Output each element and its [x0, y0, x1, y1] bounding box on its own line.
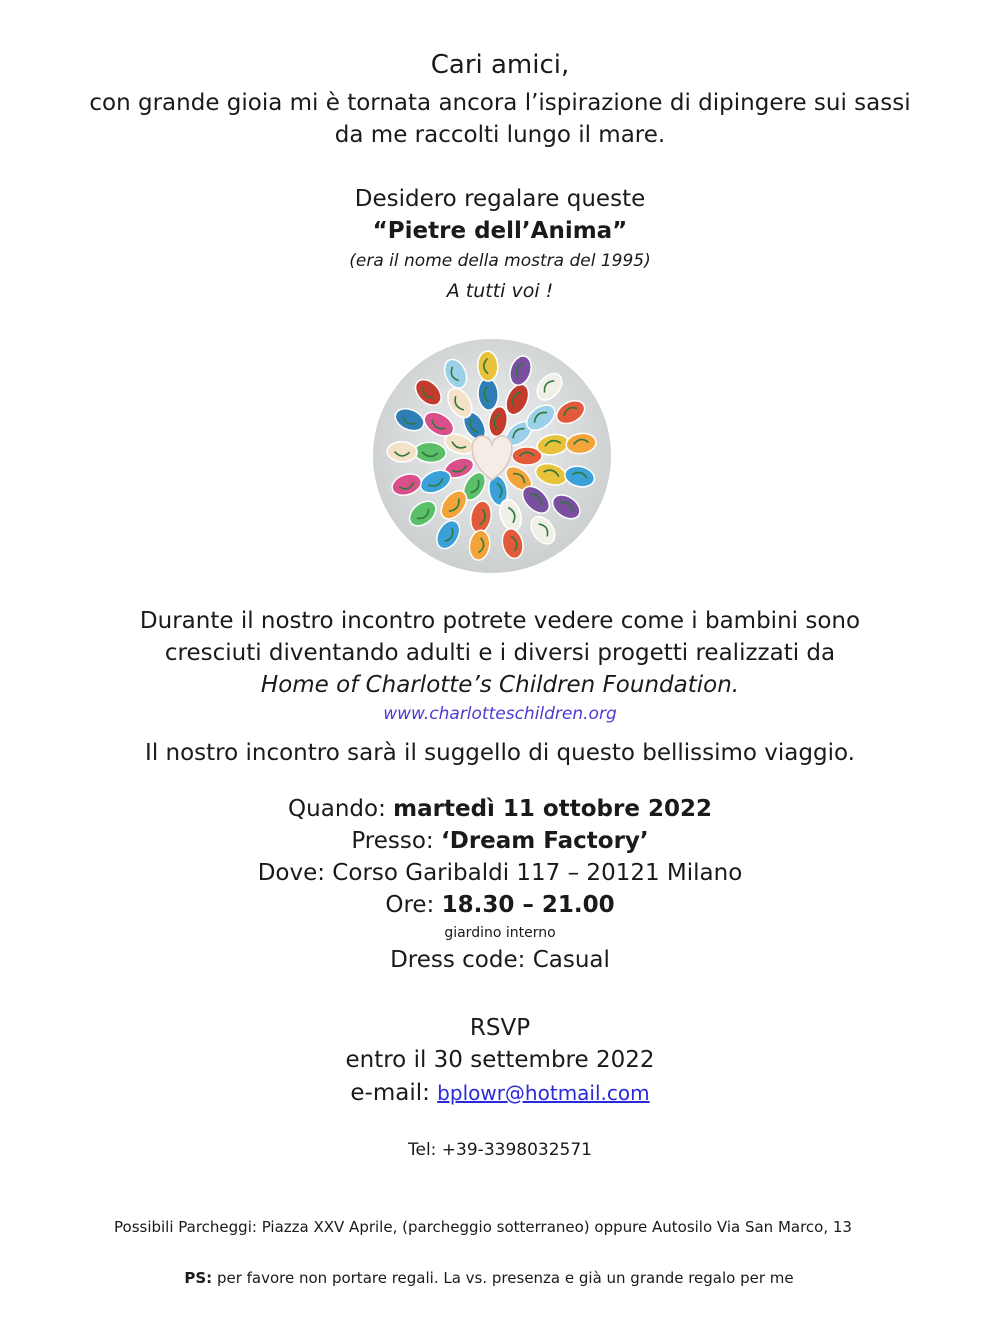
event-when: [0, 796, 1000, 822]
closing-line: Il nostro incontro sarà il suggello di questo bellissimo viaggio.: [145, 740, 855, 766]
rsvp-email: [0, 1080, 1000, 1106]
foundation-name: Home of Charlotte’s Children Foundation.: [260, 672, 740, 698]
event-hours: [0, 892, 1000, 918]
dress-code: Dress code: Casual: [390, 947, 610, 973]
email-link[interactable]: bplowr@hotmail.com: [437, 1081, 650, 1105]
email-label: e-mail:: [350, 1080, 430, 1106]
gift-title: “Pietre dell’Anima”: [372, 218, 628, 244]
ps-text: per favore non portare regali. La vs. presenza e già un grande regalo per me: [216, 1269, 794, 1287]
greeting: Cari amici,: [430, 50, 570, 80]
website-link[interactable]: www.charlotteschildren.org: [383, 704, 617, 724]
parking-info: Possibili Parcheggi: Piazza XXV Aprile, (parcheggio sotterraneo) oppure Autosilo Via San Marco, 13: [114, 1218, 852, 1236]
event-venue: [0, 828, 1000, 854]
description-line-1: Durante il nostro incontro potrete vedere come i bambini sono: [139, 608, 861, 634]
description-line-2: cresciuti diventando adulti e i diversi progetti realizzati da: [164, 640, 836, 666]
event-where: Dove: Corso Garibaldi 117 – 20121 Milano: [257, 860, 743, 886]
gift-to-all: A tutti voi !: [446, 280, 554, 302]
intro-line-1: con grande gioia mi è tornata ancora l’ispirazione di dipingere sui sassi: [89, 90, 911, 116]
rsvp-label: RSVP: [469, 1015, 531, 1041]
gift-note: (era il nome della mostra del 1995): [349, 251, 651, 271]
intro-line-2: da me raccolti lungo il mare.: [334, 122, 666, 148]
ps-label: PS:: [184, 1269, 213, 1287]
hours-note: giardino interno: [444, 925, 556, 941]
painted-stone: [477, 351, 498, 382]
painted-stones-photo: [372, 338, 612, 574]
ps-note: [0, 1269, 989, 1287]
venue-value: ‘Dream Factory’: [441, 828, 649, 854]
gift-line: Desidero regalare queste: [354, 186, 646, 212]
rsvp-tel: Tel: +39-3398032571: [408, 1140, 592, 1160]
venue-label: Presso:: [351, 828, 434, 854]
hours-value: 18.30 – 21.00: [441, 892, 615, 918]
when-value: martedì 11 ottobre 2022: [393, 796, 712, 822]
rsvp-deadline: entro il 30 settembre 2022: [345, 1047, 655, 1073]
when-label: Quando:: [288, 796, 386, 822]
hours-label: Ore:: [385, 892, 435, 918]
painted-stone: [387, 441, 418, 462]
